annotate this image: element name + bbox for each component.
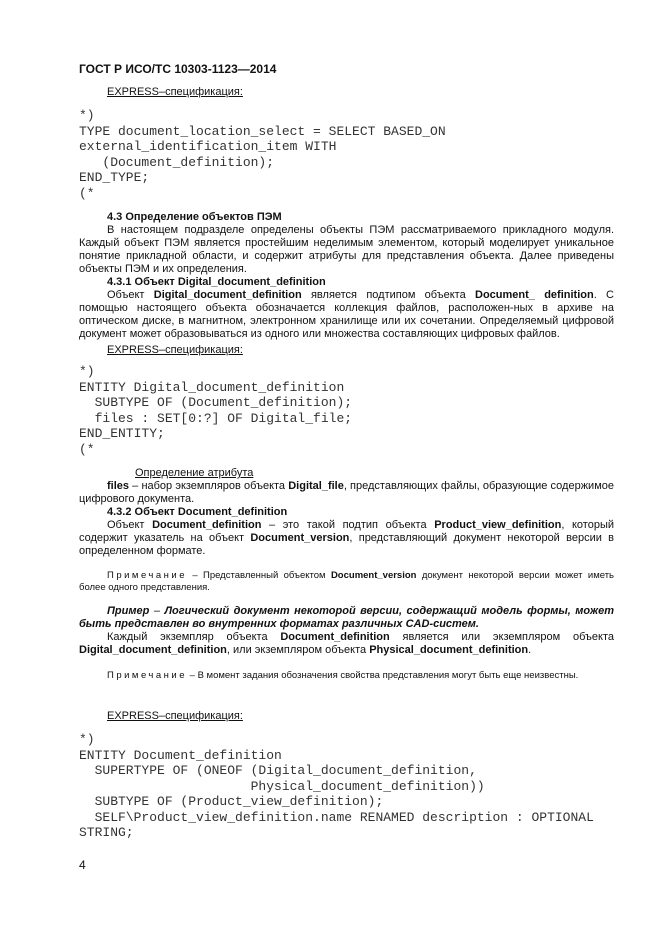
code-block-document-definition: *) ENTITY Document_definition SUPERTYPE OF (ONEOF (Digital_document_definition, Physical_document_definition)) SUBTYPE OF (Product_view_definition); SELF\Product_view_definition.name RENAMED description : OPTIONAL STRING; (79, 732, 594, 840)
express-label-1: EXPRESS–спецификация: (107, 86, 243, 98)
express-label-3: EXPRESS–спецификация: (107, 710, 243, 722)
subsection-paragraph: Объект Digital_document_definition является подтипом объекта Document_ definition. С помощью настоящего объекта обозначается коллекция файлов, расположен-ных в архиве на оптическом диске, в магнитном, электронном хранилище или их сочетании. Определяемый цифровой документ может образовываться из одного или множества составляющих цифровых файлов. (79, 289, 615, 340)
attribute-label: Определение атрибута (135, 467, 254, 479)
section-4-3 (79, 211, 614, 276)
note-2: Примечание – В момент задания обозначения свойства представления могут быть еще неизвестны. (107, 670, 579, 681)
section-paragraph: В настоящем подразделе определены объекты ПЭМ рассматриваемого прикладного модуля. Каждый объект ПЭМ является простейшим неделимым элементом, который моделирует уникальное понятие прикладной области, и содержит атрибуты для представления объекта. Далее приведены объекты ПЭМ и их определения. (79, 224, 614, 275)
section-4-3-2 (79, 506, 614, 558)
example: Пример – Логический документ некоторой версии, содержащий модель формы, может быть представлен во внутренних форматах различных CAD-систем. (79, 605, 614, 630)
note-label: Примечание (107, 670, 187, 681)
code-block-document-location-select: *) TYPE document_location_select = SELECT BASED_ON external_identification_item WITH (Document_definition); END_TYPE; (* (79, 108, 446, 201)
subsection-heading: 4.3.2 Объект Document_definition (107, 506, 288, 518)
section-4-3-1 (79, 276, 614, 341)
attribute-paragraph: files – набор экземпляров объекта Digital_file, представляющих файлы, образующие содержимое цифрового документа. (79, 480, 614, 505)
subsection-heading: 4.3.1 Объект Digital_document_definition (107, 276, 326, 288)
section-heading: 4.3 Определение объектов ПЭМ (107, 211, 282, 223)
subsection-paragraph: Объект Document_definition – это такой подтип объекта Product_view_definition, который содержит указатель на объект Document_version, представляющий документ некоторой версии в определенном формате. (79, 519, 615, 557)
note-1: Примечание – Представленный объектом Document_version документ некоторой версии может иметь более одного представления. (79, 570, 614, 593)
page-number: 4 (79, 858, 86, 872)
paragraph-each-instance: Каждый экземпляр объекта Document_definition является или экземпляром объекта Digital_document_definition, или экземпляром объекта Physical_document_definition. (79, 631, 614, 656)
attribute-definition (79, 467, 614, 506)
express-label-2: EXPRESS–спецификация: (107, 344, 243, 356)
page-header: ГОСТ Р ИСО/ТС 10303-1123—2014 (79, 62, 277, 76)
example-label: Пример (107, 605, 150, 617)
note-label: Примечание (107, 570, 187, 581)
code-block-digital-document-definition: *) ENTITY Digital_document_definition SUBTYPE OF (Document_definition); files : SET[0:?] OF Digital_file; END_ENTITY; (* (79, 364, 353, 457)
